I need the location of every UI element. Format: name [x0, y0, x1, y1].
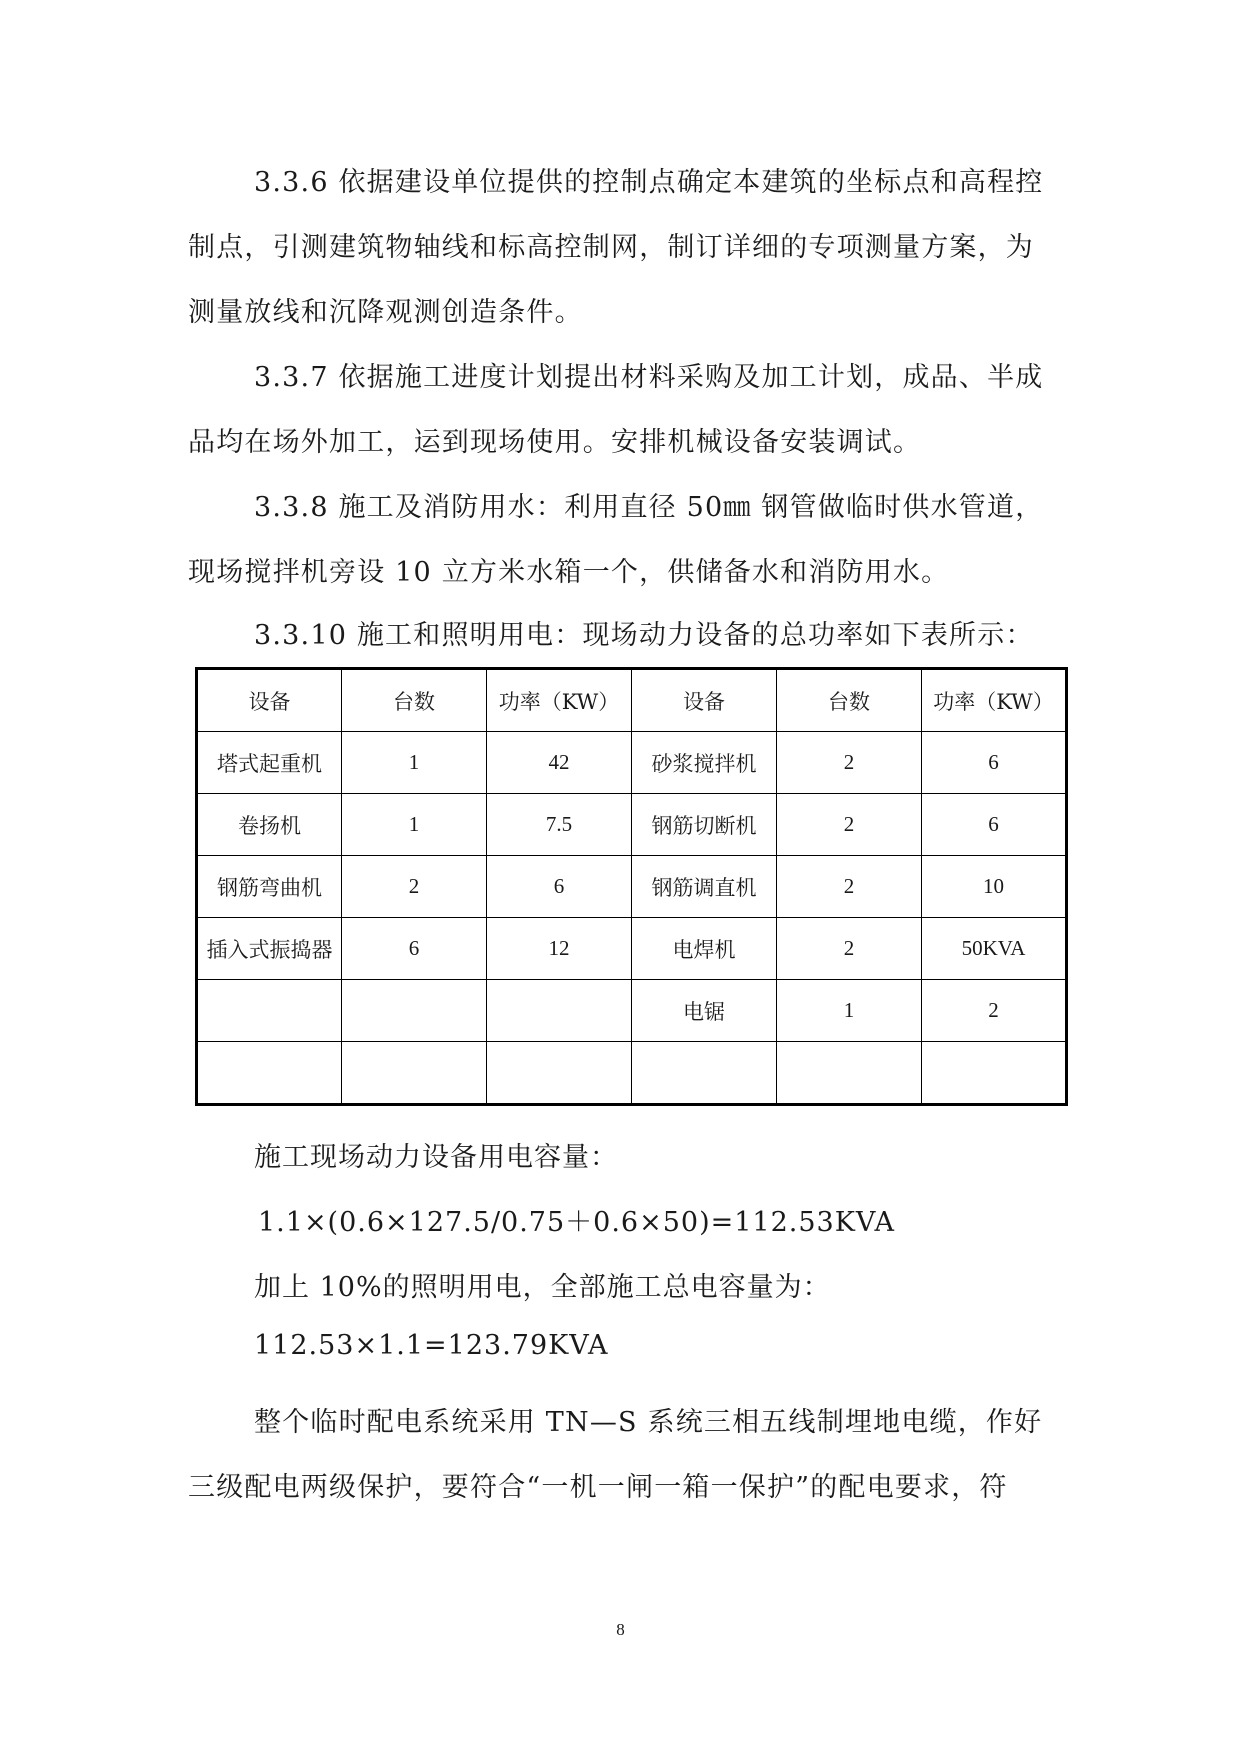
- header-cell: 设备: [197, 669, 342, 732]
- table-cell: [487, 1042, 632, 1105]
- table-cell: 2: [342, 856, 487, 918]
- table-row: [197, 918, 1067, 980]
- table-cell: 2: [777, 918, 922, 980]
- table-cell: 7.5: [487, 794, 632, 856]
- table-cell: 10: [922, 856, 1067, 918]
- table-cell: 1: [342, 794, 487, 856]
- header-cell: 功率（KW）: [487, 669, 632, 732]
- table-cell: 钢筋调直机: [632, 856, 777, 918]
- table-cell: 2: [922, 980, 1067, 1042]
- total-capacity: 112.53×1.1=123.79KVA: [254, 1330, 609, 1361]
- lighting-label: 加上 10%的照明用电，全部施工总电容量为：: [254, 1272, 831, 1303]
- table-row: [197, 980, 1067, 1042]
- table-cell: [342, 1042, 487, 1105]
- equipment-power-table: [195, 667, 1068, 1106]
- table-cell: 电锯: [632, 980, 777, 1042]
- table-cell: 2: [777, 856, 922, 918]
- table-cell: 6: [487, 856, 632, 918]
- paragraph-3-3-6-text: 3.3.6 依据建设单位提供的控制点确定本建筑的坐标点和高程控制点，引测建筑物轴线和标高控制网，制订详细的专项测量方案，为测量放线和沉降观测创造条件。: [188, 167, 1044, 328]
- table-cell: [632, 1042, 777, 1105]
- header-cell: 功率（KW）: [922, 669, 1067, 732]
- table-cell: 卷扬机: [197, 794, 342, 856]
- table-row: [197, 856, 1067, 918]
- table-cell: [922, 1042, 1067, 1105]
- table-cell: 6: [922, 794, 1067, 856]
- header-cell: 设备: [632, 669, 777, 732]
- table-cell: 钢筋弯曲机: [197, 856, 342, 918]
- equipment-table-body: [197, 669, 1067, 1105]
- table-row: [197, 794, 1067, 856]
- paragraph-3-3-8-text: 3.3.8 施工及消防用水：利用直径 50㎜ 钢管做临时供水管道，现场搅拌机旁设 10 立方米水箱一个，供储备水和消防用水。: [188, 492, 1044, 588]
- table-cell: 50KVA: [922, 918, 1067, 980]
- table-header-row: [197, 669, 1067, 732]
- distribution-system-paragraph: [188, 1390, 1054, 1520]
- paragraph-3-3-6: [188, 150, 1054, 345]
- table-cell: 1: [777, 980, 922, 1042]
- table-cell: 塔式起重机: [197, 732, 342, 794]
- paragraph-3-3-7-text: 3.3.7 依据施工进度计划提出材料采购及加工计划，成品、半成品均在场外加工，运到现场使用。安排机械设备安装调试。: [188, 362, 1044, 458]
- table-cell: [777, 1042, 922, 1105]
- paragraph-3-3-10: [188, 603, 1054, 668]
- paragraph-3-3-10-text: 3.3.10 施工和照明用电：现场动力设备的总功率如下表所示：: [254, 620, 1034, 651]
- table-cell: 1: [342, 732, 487, 794]
- table-cell: [342, 980, 487, 1042]
- paragraph-3-3-8: [188, 475, 1054, 605]
- table-cell: 2: [777, 794, 922, 856]
- table-cell: 砂浆搅拌机: [632, 732, 777, 794]
- table-cell: 电焊机: [632, 918, 777, 980]
- table-cell: 6: [342, 918, 487, 980]
- table-cell: [197, 980, 342, 1042]
- table-cell: 钢筋切断机: [632, 794, 777, 856]
- page-number: 8: [616, 1620, 625, 1639]
- table-row: [197, 1042, 1067, 1105]
- header-cell: 台数: [342, 669, 487, 732]
- header-cell: 台数: [777, 669, 922, 732]
- capacity-formula: 1.1×(0.6×127.5/0.75＋0.6×50)=112.53KVA: [258, 1207, 896, 1238]
- table-cell: 42: [487, 732, 632, 794]
- table-row: [197, 732, 1067, 794]
- table-cell: [197, 1042, 342, 1105]
- table-cell: [487, 980, 632, 1042]
- table-cell: 6: [922, 732, 1067, 794]
- table-cell: 12: [487, 918, 632, 980]
- paragraph-3-3-7: [188, 345, 1054, 475]
- distribution-system-text: 整个临时配电系统采用 TN—S 系统三相五线制埋地电缆，作好三级配电两级保护，要符合“一机一闸一箱一保护”的配电要求，符: [188, 1407, 1043, 1503]
- capacity-label: 施工现场动力设备用电容量：: [254, 1142, 618, 1173]
- table-cell: 插入式振捣器: [197, 918, 342, 980]
- table-cell: 2: [777, 732, 922, 794]
